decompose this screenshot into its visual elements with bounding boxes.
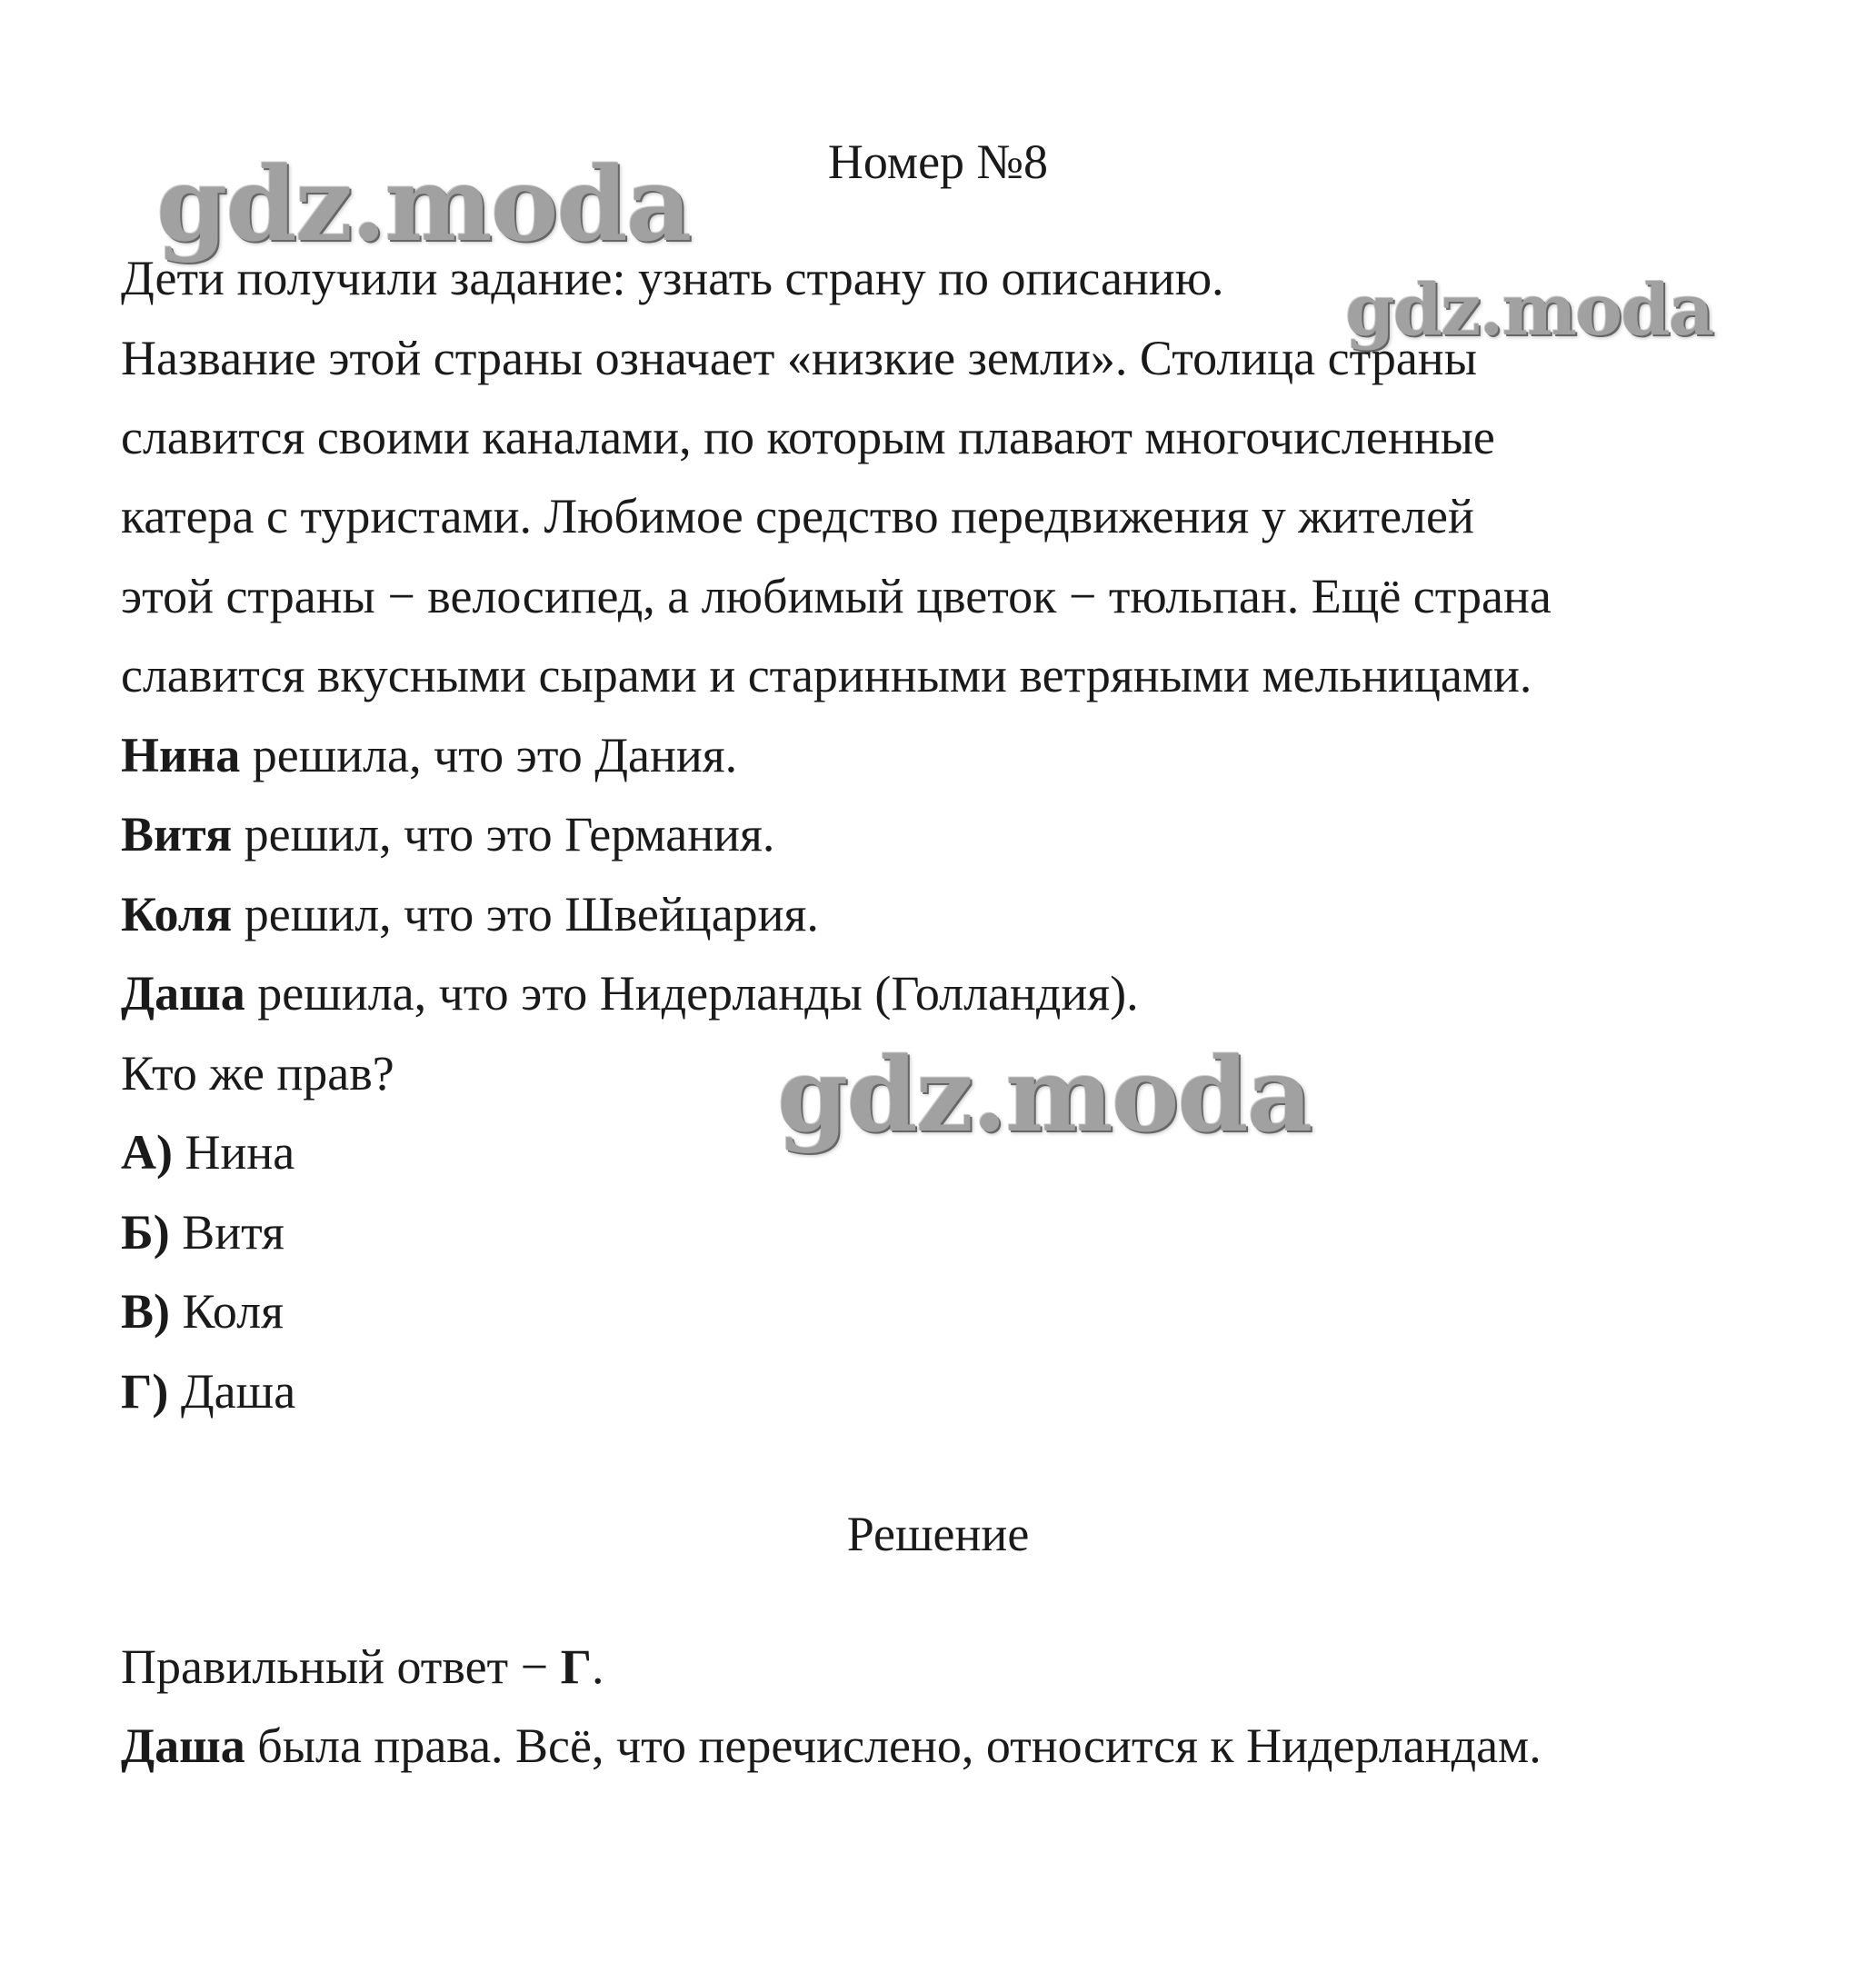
task-line: Дети получили задание: узнать страну по описанию. [121, 251, 1224, 305]
solution-answer [121, 1638, 604, 1696]
option-v [121, 1282, 284, 1340]
watermark-logo: gdz.moda [156, 145, 691, 264]
option-text: Нина [172, 1125, 295, 1180]
answer-prefix: Правильный ответ − [121, 1639, 561, 1694]
opinion-vitya [121, 805, 774, 863]
option-letter: Г) [121, 1364, 169, 1419]
task-line: славится вкусными сырами и старинными ветряными мельницами. [121, 648, 1532, 702]
task-line: Название этой страны означает «низкие земли». Столица страны [121, 331, 1477, 385]
solution-heading: Решение [846, 1507, 1030, 1561]
watermark-logo: gdz.moda [777, 1036, 1312, 1155]
option-letter: А) [121, 1125, 173, 1180]
opinion-name: Витя [121, 807, 233, 862]
opinion-name: Даша [121, 966, 245, 1021]
opinion-text: решила, что это Дания. [240, 728, 738, 782]
page-title: Номер №8 [827, 134, 1049, 189]
option-g [121, 1362, 295, 1420]
opinion-text: решил, что это Германия. [232, 807, 775, 862]
opinion-nina [121, 726, 737, 784]
question: Кто же прав? [121, 1046, 394, 1101]
option-text: Витя [169, 1205, 284, 1260]
solution-explanation [121, 1717, 1542, 1775]
option-b [121, 1203, 284, 1261]
opinion-kolya [121, 885, 819, 943]
task-line: этой страны − велосипед, а любимый цветок − тюльпан. Ещё страна [121, 569, 1552, 623]
answer-suffix: . [591, 1639, 604, 1694]
opinion-text: решила, что это Нидерланды (Голландия). [244, 966, 1139, 1021]
option-letter: В) [121, 1284, 170, 1339]
option-letter: Б) [121, 1205, 170, 1260]
opinion-dasha [121, 964, 1139, 1022]
opinion-name: Коля [121, 887, 233, 941]
answer-letter: Г [560, 1639, 592, 1694]
explanation-text: была права. Всё, что перечислено, относится к Нидерландам. [244, 1718, 1542, 1773]
task-line: катера с туристами. Любимое средство передвижения у жителей [121, 489, 1474, 543]
explanation-name: Даша [121, 1718, 245, 1773]
option-a [121, 1123, 294, 1181]
option-text: Коля [170, 1284, 284, 1339]
option-text: Даша [168, 1364, 296, 1419]
opinion-name: Нина [121, 728, 241, 782]
watermark-logo: gdz.moda [1345, 269, 1713, 352]
task-line: славится своими каналами, по которым плавают многочисленные [121, 410, 1495, 464]
opinion-text: решил, что это Швейцария. [232, 887, 819, 941]
